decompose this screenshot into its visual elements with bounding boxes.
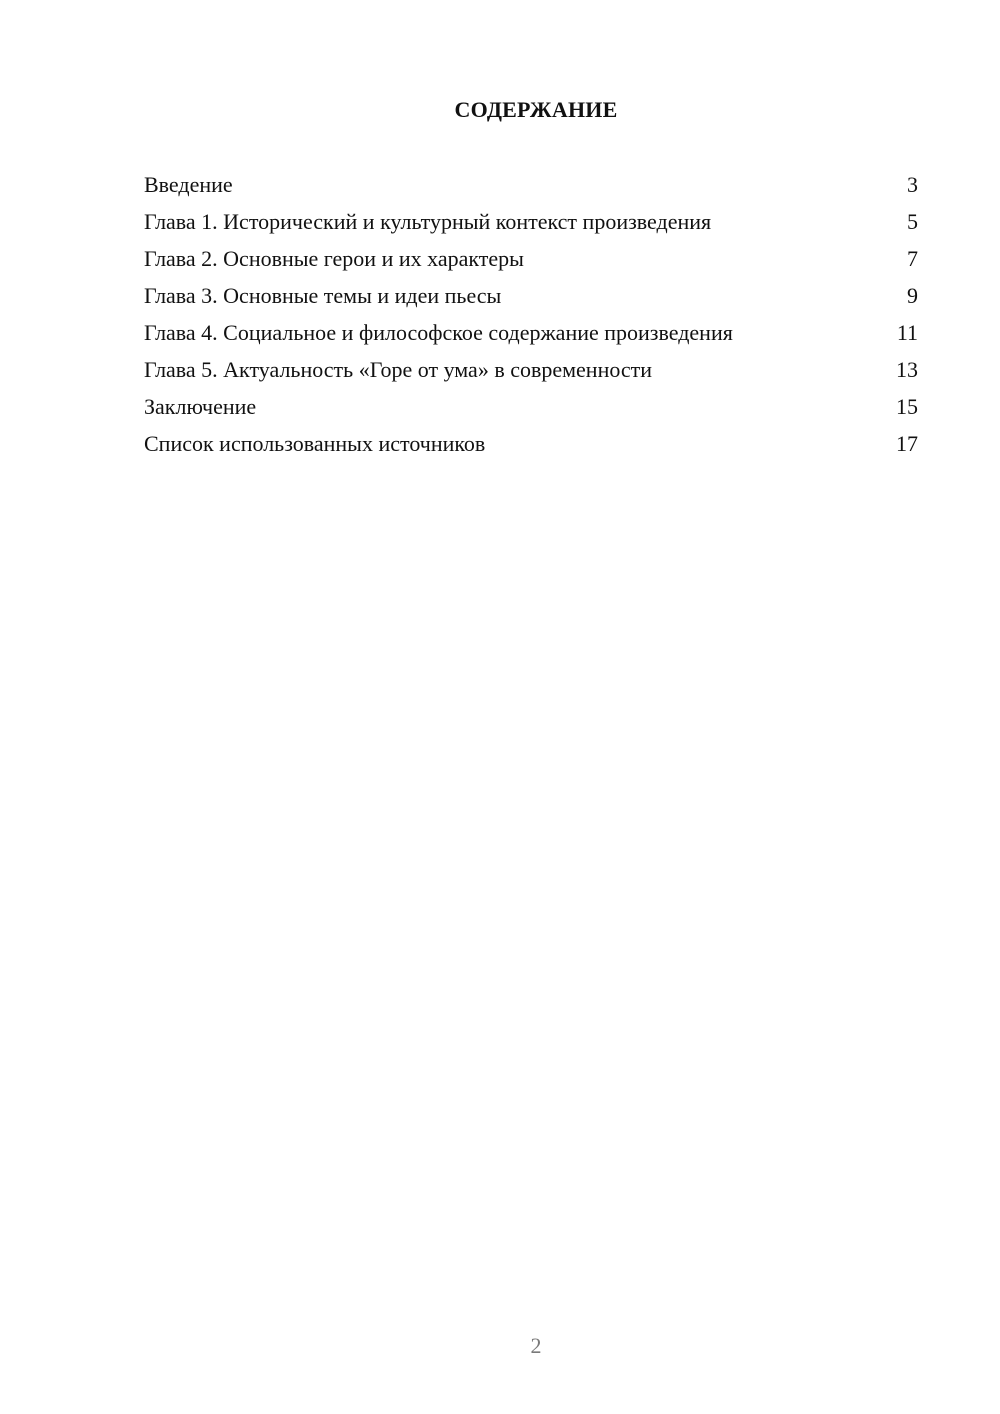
toc-entry-references[interactable] xyxy=(144,425,918,462)
toc-entry-page: 13 xyxy=(896,357,918,382)
toc-entry-chapter-2[interactable] xyxy=(144,240,918,277)
table-of-contents xyxy=(144,166,918,462)
toc-entry-page: 5 xyxy=(907,209,918,234)
toc-entry-page: 3 xyxy=(907,172,918,197)
toc-entry-chapter-5[interactable] xyxy=(144,351,918,388)
toc-entry-chapter-3[interactable] xyxy=(144,277,918,314)
toc-entry-label: Заключение xyxy=(144,394,257,419)
toc-entry-label: Глава 5. Актуальность «Горе от ума» в современности xyxy=(144,357,653,382)
toc-entry-page: 7 xyxy=(907,246,918,271)
toc-entry-label: Глава 1. Исторический и культурный контекст произведения xyxy=(144,209,712,234)
toc-entry-chapter-4[interactable] xyxy=(144,314,918,351)
toc-entry-label: Глава 4. Социальное и философское содержание произведения xyxy=(144,320,733,345)
toc-entry-label: Список использованных источников xyxy=(144,431,486,456)
page-title: СОДЕРЖАНИЕ xyxy=(454,97,618,122)
toc-entry-page: 15 xyxy=(896,394,918,419)
toc-entry-introduction[interactable] xyxy=(144,166,918,203)
toc-entry-page: 11 xyxy=(896,320,918,345)
toc-entry-label: Глава 3. Основные темы и идеи пьесы xyxy=(144,283,502,308)
toc-entry-conclusion[interactable] xyxy=(144,388,918,425)
toc-entry-chapter-1[interactable] xyxy=(144,203,918,240)
toc-entry-page: 17 xyxy=(896,431,918,456)
toc-entry-page: 9 xyxy=(907,283,918,308)
page-number: 2 xyxy=(530,1333,542,1358)
toc-entry-label: Глава 2. Основные герои и их характеры xyxy=(144,246,524,271)
toc-entry-label: Введение xyxy=(144,172,233,197)
